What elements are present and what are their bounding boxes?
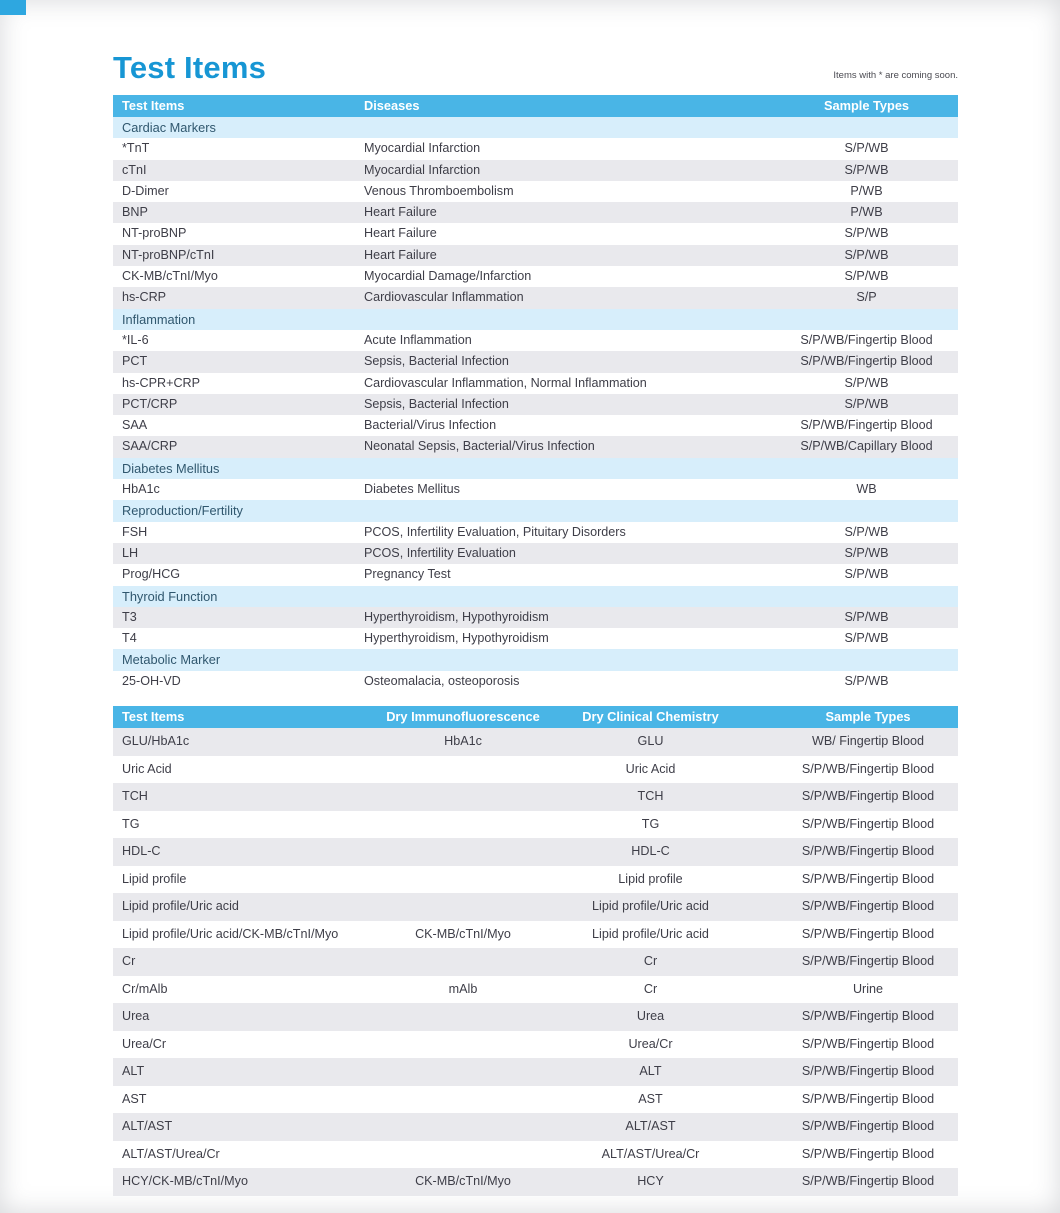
cell-test-item: SAA	[122, 418, 148, 433]
cell-test-item: Uric Acid	[122, 761, 172, 776]
cell-spacer	[748, 921, 778, 949]
cell-test-item: ALT	[122, 1064, 145, 1079]
table-row	[113, 1168, 958, 1196]
category-label: Diabetes Mellitus	[122, 460, 220, 476]
cell-sample-type: S/P/WB	[844, 375, 889, 390]
table-row	[113, 838, 958, 866]
cell-sample-type: S/P/WB	[844, 396, 889, 411]
cell-sample-type: S/P/WB	[844, 609, 889, 624]
cell-dry-immunofluorescence	[373, 1086, 553, 1114]
table-row	[113, 1003, 958, 1031]
table-row	[113, 1031, 958, 1059]
cell-sample-type: S/P/WB/Fingertip Blood	[801, 899, 935, 914]
cell-dry-clinical-chemistry: ALT/AST/Urea/Cr	[601, 1146, 700, 1161]
table-row	[113, 671, 958, 692]
category-label: Metabolic Marker	[122, 652, 221, 668]
cell-dry-clinical-chemistry: HCY	[637, 1174, 664, 1189]
table-row	[113, 811, 958, 839]
cell-disease: Cardiovascular Inflammation	[364, 290, 524, 305]
cell-test-item: HCY/CK-MB/cTnI/Myo	[122, 1174, 248, 1189]
table-row	[113, 373, 958, 394]
cell-spacer	[748, 893, 778, 921]
content-area	[113, 0, 958, 1196]
cell-spacer	[748, 756, 778, 784]
header-sample-types: Sample Types	[825, 709, 911, 725]
cell-dry-clinical-chemistry: Urea	[636, 1009, 665, 1024]
table-row	[113, 436, 958, 457]
cell-test-item: NT-proBNP	[122, 226, 187, 241]
header-sample-types: Sample Types	[823, 98, 910, 113]
cell-sample-type: S/P/WB/Fingertip Blood	[801, 844, 935, 859]
cell-disease: Myocardial Infarction	[364, 162, 481, 177]
cell-disease: Hyperthyroidism, Hypothyroidism	[364, 631, 549, 646]
diseases-table	[113, 95, 958, 692]
panel-table-header	[113, 706, 958, 728]
diseases-table-header	[113, 95, 958, 117]
cell-disease: Myocardial Damage/Infarction	[364, 269, 532, 284]
table-row	[113, 160, 958, 181]
cell-dry-clinical-chemistry: Lipid profile	[618, 871, 683, 886]
table-row	[113, 287, 958, 308]
table-row	[113, 266, 958, 287]
cell-sample-type: S/P/WB/Fingertip Blood	[800, 354, 933, 369]
table-row	[113, 1058, 958, 1086]
cell-sample-type: S/P/WB	[844, 226, 889, 241]
table-row	[113, 1086, 958, 1114]
cell-spacer	[748, 783, 778, 811]
cell-dry-immunofluorescence	[373, 1003, 553, 1031]
cell-sample-type: S/P/WB/Fingertip Blood	[801, 1064, 935, 1079]
table-row	[113, 893, 958, 921]
cell-dry-immunofluorescence	[373, 1031, 553, 1059]
cell-test-item: cTnI	[122, 162, 147, 177]
cell-dry-clinical-chemistry: TG	[641, 816, 660, 831]
page-title: Test Items	[113, 50, 267, 85]
table-row	[113, 202, 958, 223]
cell-test-item: Cr	[122, 954, 136, 969]
table-row	[113, 564, 958, 585]
category-label: Thyroid Function	[122, 588, 218, 604]
cell-disease: Myocardial Infarction	[364, 141, 481, 156]
table-row	[113, 181, 958, 202]
cell-test-item: Cr/mAlb	[122, 981, 168, 996]
cell-sample-type: S/P/WB/Fingertip Blood	[801, 954, 935, 969]
table-row	[113, 607, 958, 628]
cell-test-item: hs-CPR+CRP	[122, 375, 201, 390]
cell-dry-immunofluorescence	[373, 866, 553, 894]
cell-sample-type: S/P/WB	[844, 631, 889, 646]
table-row	[113, 1141, 958, 1169]
cell-sample-type: P/WB	[850, 183, 883, 198]
table-row	[113, 479, 958, 500]
cell-spacer	[748, 728, 778, 756]
cell-disease: Acute Inflammation	[364, 332, 472, 347]
category-label: Inflammation	[122, 311, 196, 327]
cell-disease: Osteomalacia, osteoporosis	[364, 673, 520, 688]
cell-spacer	[748, 1003, 778, 1031]
cell-test-item: hs-CRP	[122, 290, 167, 305]
table-row	[113, 415, 958, 436]
coming-soon-note: Items with * are coming soon.	[833, 70, 958, 81]
cell-test-item: Urea	[122, 1009, 150, 1024]
cell-spacer	[748, 866, 778, 894]
table-row	[113, 351, 958, 372]
cell-test-item: PCT/CRP	[122, 396, 178, 411]
cell-dry-immunofluorescence	[373, 838, 553, 866]
cell-sample-type: S/P/WB	[844, 247, 889, 262]
cell-test-item: TG	[122, 816, 140, 831]
cell-disease: Heart Failure	[364, 205, 437, 220]
cell-sample-type: S/P/WB/Fingertip Blood	[801, 1036, 935, 1051]
cell-disease: PCOS, Infertility Evaluation, Pituitary Disorders	[364, 524, 626, 539]
cell-dry-immunofluorescence	[373, 893, 553, 921]
cell-sample-type: S/P/WB/Fingertip Blood	[801, 1091, 935, 1106]
cell-disease: Heart Failure	[364, 226, 437, 241]
cell-dry-immunofluorescence	[373, 783, 553, 811]
cell-sample-type: S/P/WB/Fingertip Blood	[800, 332, 933, 347]
header-dry-immunofluorescence: Dry Immunofluorescence	[386, 709, 540, 725]
cell-dry-clinical-chemistry: Cr	[643, 981, 658, 996]
header-diseases: Diseases	[364, 98, 420, 113]
cell-disease: Diabetes Mellitus	[364, 482, 460, 497]
cell-dry-immunofluorescence	[373, 756, 553, 784]
table-row	[113, 866, 958, 894]
table-row	[113, 543, 958, 564]
category-row	[113, 309, 958, 330]
cell-test-item: ALT/AST	[122, 1119, 173, 1134]
category-row	[113, 649, 958, 670]
panel-table-body	[113, 728, 958, 1196]
cell-disease: Sepsis, Bacterial Infection	[364, 396, 509, 411]
cell-spacer	[748, 1031, 778, 1059]
cell-test-item: Prog/HCG	[122, 567, 181, 582]
cell-test-item: Lipid profile/Uric acid	[122, 899, 239, 914]
cell-spacer	[748, 838, 778, 866]
category-row	[113, 117, 958, 138]
cell-test-item: Lipid profile/Uric acid/CK-MB/cTnI/Myo	[122, 926, 339, 941]
cell-dry-immunofluorescence	[373, 1113, 553, 1141]
cell-sample-type: S/P/WB	[844, 162, 889, 177]
cell-sample-type: S/P/WB/Fingertip Blood	[801, 926, 935, 941]
cell-spacer	[748, 948, 778, 976]
cell-dry-clinical-chemistry: ALT	[639, 1064, 662, 1079]
cell-spacer	[748, 1141, 778, 1169]
category-label: Reproduction/Fertility	[122, 503, 243, 519]
cell-sample-type: S/P/WB/Fingertip Blood	[801, 1146, 935, 1161]
cell-sample-type: S/P	[856, 290, 877, 305]
cell-sample-type: S/P/WB/Fingertip Blood	[801, 761, 935, 776]
cell-test-item: TCH	[122, 789, 148, 804]
table-row	[113, 245, 958, 266]
cell-disease: Bacterial/Virus Infection	[364, 418, 497, 433]
cell-dry-immunofluorescence: HbA1c	[444, 734, 482, 749]
category-row	[113, 458, 958, 479]
cell-test-item: Urea/Cr	[122, 1036, 167, 1051]
corner-accent	[0, 0, 26, 15]
cell-disease: Cardiovascular Inflammation, Normal Inflammation	[364, 375, 647, 390]
cell-sample-type: S/P/WB/Fingertip Blood	[801, 1009, 935, 1024]
cell-spacer	[748, 1058, 778, 1086]
cell-spacer	[748, 811, 778, 839]
table-row	[113, 330, 958, 351]
cell-test-item: ALT/AST/Urea/Cr	[122, 1146, 220, 1161]
cell-dry-immunofluorescence	[373, 948, 553, 976]
table-row	[113, 976, 958, 1004]
cell-sample-type: S/P/WB	[844, 567, 889, 582]
cell-sample-type: Urine	[852, 981, 884, 996]
cell-sample-type: S/P/WB/Fingertip Blood	[801, 789, 935, 804]
cell-test-item: SAA/CRP	[122, 439, 178, 454]
cell-dry-clinical-chemistry: Lipid profile/Uric acid	[592, 926, 709, 941]
cell-dry-immunofluorescence	[373, 1141, 553, 1169]
cell-sample-type: S/P/WB	[844, 545, 889, 560]
cell-sample-type: S/P/WB	[844, 141, 889, 156]
cell-dry-clinical-chemistry: Lipid profile/Uric acid	[592, 899, 709, 914]
cell-dry-clinical-chemistry: AST	[638, 1091, 663, 1106]
cell-dry-immunofluorescence	[373, 1058, 553, 1086]
cell-test-item: *TnT	[122, 141, 150, 156]
table-row	[113, 138, 958, 159]
cell-test-item: D-Dimer	[122, 183, 169, 198]
cell-dry-immunofluorescence: CK-MB/cTnI/Myo	[415, 1174, 511, 1189]
cell-sample-type: S/P/WB/Fingertip Blood	[800, 418, 933, 433]
table-row	[113, 394, 958, 415]
cell-dry-immunofluorescence: mAlb	[448, 981, 478, 996]
cell-test-item: HbA1c	[122, 482, 160, 497]
table-row	[113, 783, 958, 811]
cell-dry-clinical-chemistry: Urea/Cr	[628, 1036, 673, 1051]
cell-sample-type: S/P/WB/Fingertip Blood	[801, 1174, 935, 1189]
cell-disease: Hyperthyroidism, Hypothyroidism	[364, 609, 549, 624]
cell-test-item: FSH	[122, 524, 148, 539]
cell-test-item: GLU/HbA1c	[122, 734, 190, 749]
cell-spacer	[748, 1086, 778, 1114]
cell-disease: PCOS, Infertility Evaluation	[364, 545, 516, 560]
cell-disease: Venous Thromboembolism	[364, 183, 514, 198]
cell-disease: Neonatal Sepsis, Bacterial/Virus Infection	[364, 439, 595, 454]
cell-dry-clinical-chemistry: Uric Acid	[625, 761, 676, 776]
header-spacer	[748, 706, 778, 728]
cell-test-item: T4	[122, 631, 137, 646]
cell-test-item: 25-OH-VD	[122, 673, 181, 688]
category-label: Cardiac Markers	[122, 120, 216, 135]
table-row	[113, 921, 958, 949]
cell-test-item: PCT	[122, 354, 148, 369]
table-row	[113, 756, 958, 784]
cell-test-item: *IL-6	[122, 332, 149, 347]
table-row	[113, 1113, 958, 1141]
cell-dry-clinical-chemistry: TCH	[637, 789, 664, 804]
category-row	[113, 586, 958, 607]
table-row	[113, 948, 958, 976]
table-row	[113, 728, 958, 756]
cell-dry-immunofluorescence: CK-MB/cTnI/Myo	[415, 926, 511, 941]
cell-sample-type: S/P/WB	[844, 524, 889, 539]
cell-test-item: T3	[122, 609, 137, 624]
cell-spacer	[748, 976, 778, 1004]
table-row	[113, 522, 958, 543]
cell-sample-type: S/P/WB/Fingertip Blood	[801, 1119, 935, 1134]
category-row	[113, 500, 958, 521]
header-test-items: Test Items	[122, 709, 185, 725]
cell-sample-type: S/P/WB/Fingertip Blood	[801, 871, 935, 886]
header-dry-clinical-chemistry: Dry Clinical Chemistry	[582, 709, 719, 725]
cell-test-item: BNP	[122, 205, 148, 220]
cell-sample-type: WB/ Fingertip Blood	[812, 734, 924, 749]
cell-test-item: Lipid profile	[122, 871, 187, 886]
cell-sample-type: S/P/WB/Fingertip Blood	[801, 816, 935, 831]
cell-disease: Pregnancy Test	[364, 567, 451, 582]
cell-sample-type: P/WB	[850, 205, 883, 220]
cell-test-item: LH	[122, 545, 139, 560]
cell-test-item: NT-proBNP/cTnI	[122, 247, 215, 262]
cell-sample-type: S/P/WB	[844, 269, 889, 284]
table-row	[113, 223, 958, 244]
cell-disease: Sepsis, Bacterial Infection	[364, 354, 509, 369]
panel-comparison-table	[113, 706, 958, 1196]
cell-sample-type: S/P/WB	[844, 673, 889, 688]
cell-dry-clinical-chemistry: GLU	[637, 734, 664, 749]
table-row	[113, 628, 958, 649]
cell-sample-type: WB	[856, 482, 877, 497]
cell-test-item: AST	[122, 1091, 147, 1106]
cell-sample-type: S/P/WB/Capillary Blood	[800, 439, 933, 454]
cell-dry-clinical-chemistry: HDL-C	[631, 844, 670, 859]
cell-dry-clinical-chemistry: Cr	[643, 954, 658, 969]
cell-spacer	[748, 1168, 778, 1196]
diseases-table-body	[113, 117, 958, 692]
cell-spacer	[748, 1113, 778, 1141]
cell-dry-immunofluorescence	[373, 811, 553, 839]
header-test-items: Test Items	[122, 98, 185, 113]
cell-test-item: CK-MB/cTnI/Myo	[122, 269, 218, 284]
cell-test-item: HDL-C	[122, 844, 161, 859]
cell-dry-clinical-chemistry: ALT/AST	[625, 1119, 676, 1134]
cell-disease: Heart Failure	[364, 247, 437, 262]
title-row	[113, 50, 958, 86]
